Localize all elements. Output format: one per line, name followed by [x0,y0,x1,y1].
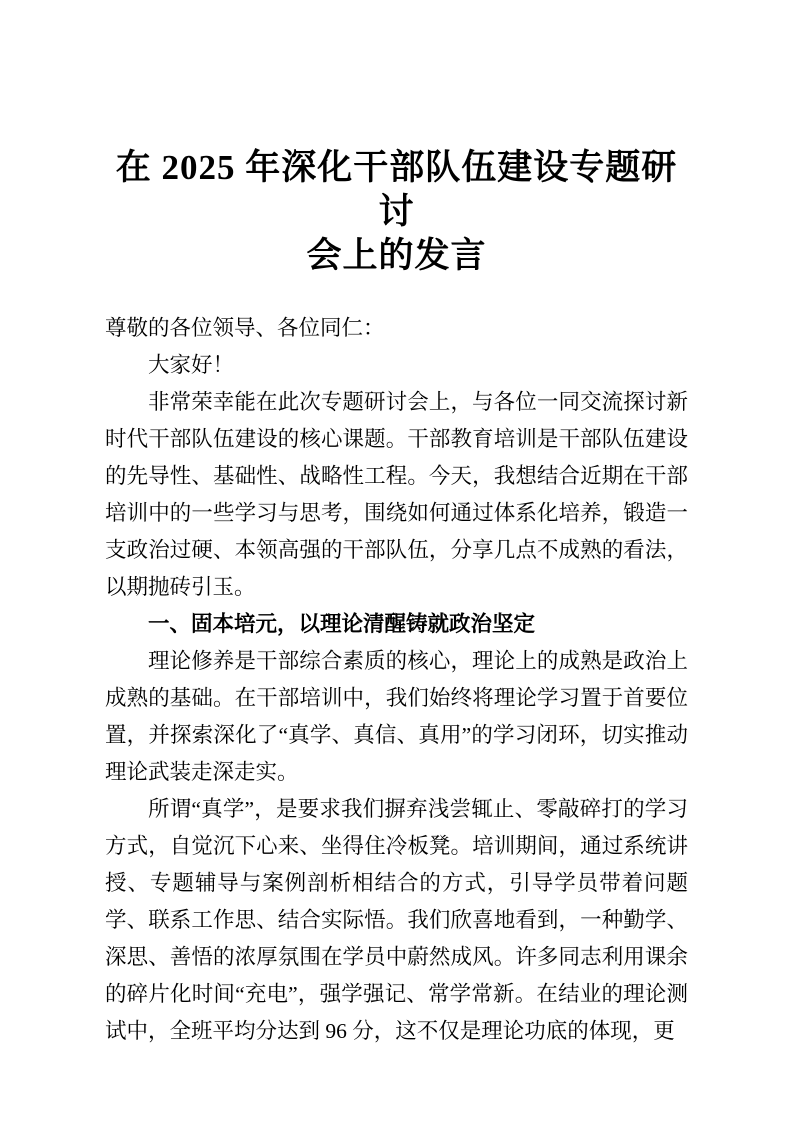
document-body [105,310,688,1050]
title-line-2: 会上的发言 [306,236,487,275]
title-line-1: 在 2025 年深化干部队伍建设专题研讨 [115,148,678,231]
section-1-paragraph-1: 理论修养是干部综合素质的核心，理论上的成熟是政治上成熟的基础。在干部培训中，我们始终将理论学习置于首要位置，并探索深化了“真学、真信、真用”的学习闭环，切实推动理论武装走深走实。 [105,649,688,784]
section-1-paragraph-2: 所谓“真学”，是要求我们摒弃浅尝辄止、零敲碎打的学习方式，自觉沉下心来、坐得住冷板凳。培训期间，通过系统讲授、专题辅导与案例剖析相结合的方式，引导学员带着问题学、联系工作思、结合实际悟。我们欣喜地看到，一种勤学、深思、善悟的浓厚氛围在学员中蔚然成风。许多同志利用课余的碎片化时间“充电”，强学强记、常学常新。在结业的理论测试中，全班平均分达到 96 分，这不仅是理论功底的体现，更 [105,797,688,1043]
section-1-heading: 一、固本培元，以理论清醒铸就政治坚定 [148,612,536,636]
document-title [105,146,688,278]
greeting-paragraph: 大家好！ [148,353,235,377]
salutation-line: 尊敬的各位领导、各位同仁： [105,316,385,340]
intro-paragraph: 非常荣幸能在此次专题研讨会上，与各位一同交流探讨新时代干部队伍建设的核心课题。干部教育培训是干部队伍建设的先导性、基础性、战略性工程。今天，我想结合近期在干部培训中的一些学习与思考，围绕如何通过体系化培养，锻造一支政治过硬、本领高强的干部队伍，分享几点不成熟的看法，以期抛砖引玉。 [105,390,688,599]
